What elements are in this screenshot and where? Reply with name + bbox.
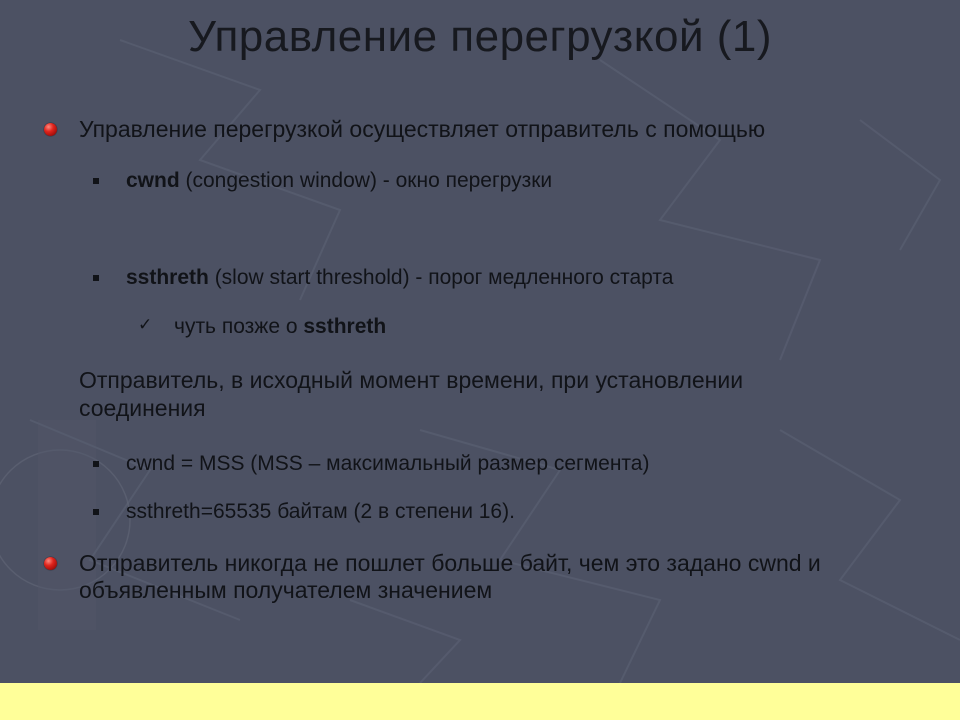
cwnd-description: (congestion window) - окно перегрузки [179, 169, 553, 192]
slide-title: Управление перегрузкой (1) [187, 12, 773, 61]
later-note [174, 314, 386, 340]
ssthreth-description: (slow start threshold) - порог медленного старта [208, 266, 674, 289]
square-bullet-icon [93, 178, 99, 184]
ssthreth-item [126, 265, 673, 291]
cwnd-term: cwnd [126, 169, 180, 192]
red-ball-bullet-icon [44, 557, 57, 570]
square-bullet-icon [93, 461, 99, 467]
square-bullet-icon [93, 509, 99, 515]
ssthreth-term: ssthreth [126, 266, 209, 289]
footer-bar [0, 683, 960, 720]
cwnd-item [126, 168, 552, 194]
checkmark-bullet-icon: ✓ [138, 315, 153, 334]
later-text: чуть позже о [174, 315, 304, 338]
later-term: ssthreth [303, 315, 387, 338]
initial-state-paragraph-line2: соединения [79, 395, 206, 421]
red-ball-bullet-icon [44, 123, 57, 136]
bullet-sender-control: Управление перегрузкой осуществляет отправитель с помощью [79, 116, 766, 142]
initial-state-paragraph-line1: Отправитель, в исходный момент времени, при установлении [79, 367, 744, 393]
square-bullet-icon [93, 275, 99, 281]
bullet-sender-limit-line2: объявленным получателем значением [79, 577, 493, 603]
initial-cwnd-item: cwnd = MSS (MSS – максимальный размер сегмента) [126, 452, 650, 475]
bullet-sender-limit-line1: Отправитель никогда не пошлет больше байт, чем это задано cwnd и [79, 550, 821, 576]
initial-ssthreth-item: ssthreth=65535 байтам (2 в степени 16). [126, 500, 515, 523]
